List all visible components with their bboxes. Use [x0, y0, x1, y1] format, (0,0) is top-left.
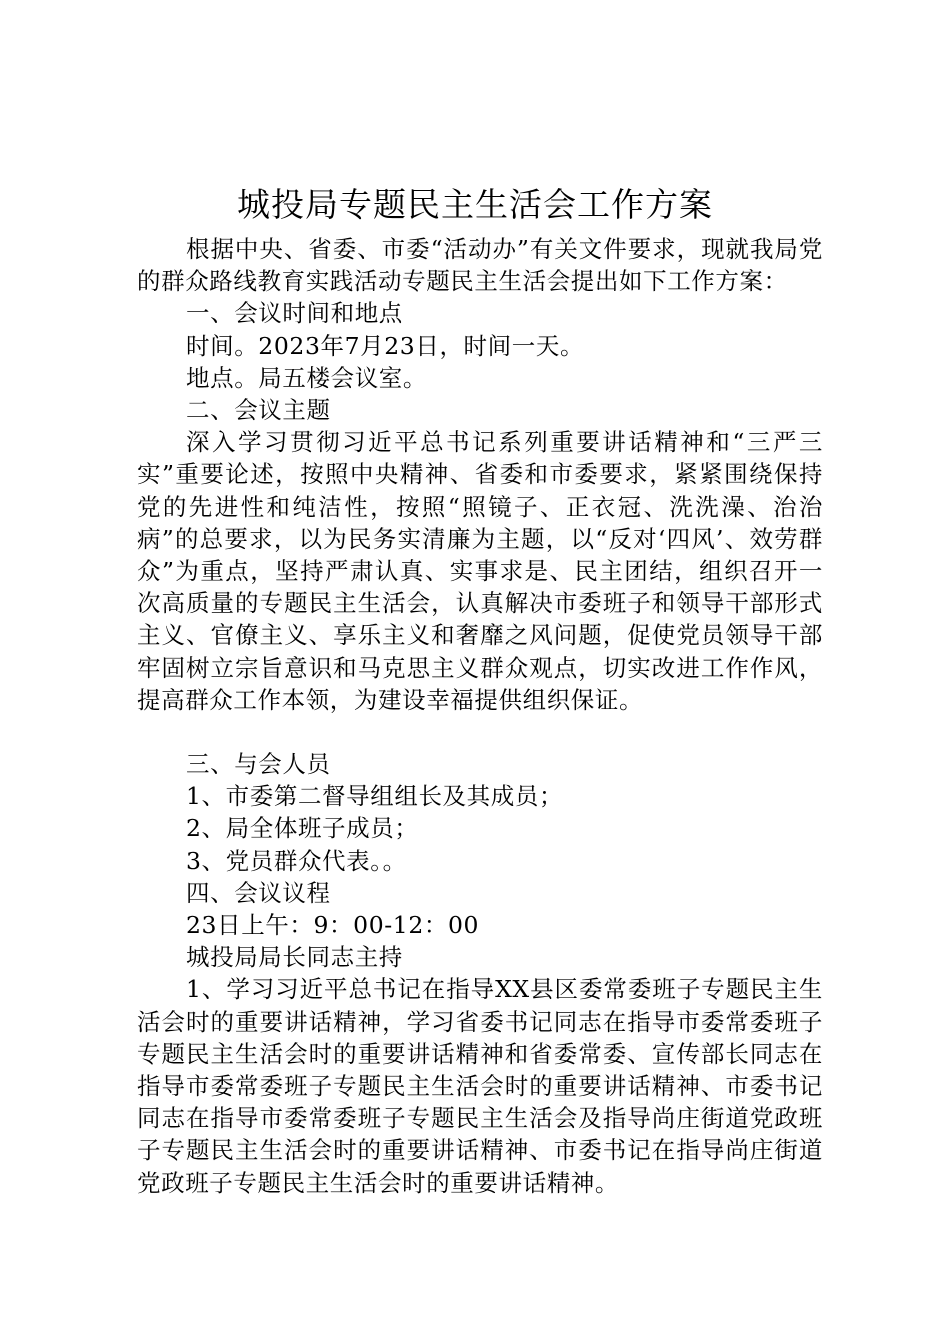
meeting-time: 时间。2023年7月23日，时间一天。 [186, 331, 585, 360]
document-body [137, 233, 823, 1199]
meeting-place: 地点。局五楼会议室。 [186, 363, 427, 392]
attendee-item: 2、局全体班子成员； [186, 814, 419, 843]
document-title: 城投局专题民主生活会工作方案 [237, 185, 713, 224]
section-heading-theme: 二、会议主题 [186, 396, 331, 425]
section-heading-agenda: 四、会议议程 [186, 878, 331, 907]
agenda-time: 23日上午：9：00-12：00 [186, 911, 480, 940]
section-heading-attendees: 三、与会人员 [186, 750, 331, 779]
agenda-host: 城投局局长同志主持 [186, 943, 403, 972]
section-heading-time-place: 一、会议时间和地点 [186, 299, 403, 328]
attendee-item: 1、市委第二督导组组长及其成员； [186, 782, 564, 811]
paragraph-spacer [137, 716, 823, 748]
attendee-item: 3、党员群众代表。。 [186, 846, 407, 875]
agenda-item: 1、学习习近平总书记在指导XX县区委常委班子专题民主生活会时的重要讲话精神，学习省委书记同志在指导市委常委班子专题民主生活会时的重要讲话精神和省委常委、宣传部长同志在指导市委常委班子专题民主生活会时的重要讲话精神、市委书记同志在指导市委常委班子专题民主生活会及指导尚庄街道党政班子专题民主生活会时的重要讲话精神、市委书记在指导尚庄街道党政班子专题民主生活会时的重要讲话精神。 [137, 975, 823, 1197]
intro-paragraph: 根据中央、省委、市委“活动办”有关文件要求，现就我局党的群众路线教育实践活动专题民主生活会提出如下工作方案： [137, 235, 823, 296]
theme-paragraph: 深入学习贯彻习近平总书记系列重要讲话精神和“三严三实”重要论述，按照中央精神、省委和市委要求，紧紧围绕保持党的先进性和纯洁性，按照“照镜子、正衣冠、洗洗澡、治治病”的总要求，以为民务实清廉为主题，以“反对‘四风’、效劳群众”为重点，坚持严肃认真、实事求是、民主团结，组织召开一次高质量的专题民主生活会，认真解决市委班子和领导干部形式主义、官僚主义、享乐主义和奢靡之风问题，促使党员领导干部牢固树立宗旨意识和马克思主义群众观点，切实改进工作作风，提高群众工作本领，为建设幸福提供组织保证。 [137, 428, 823, 714]
